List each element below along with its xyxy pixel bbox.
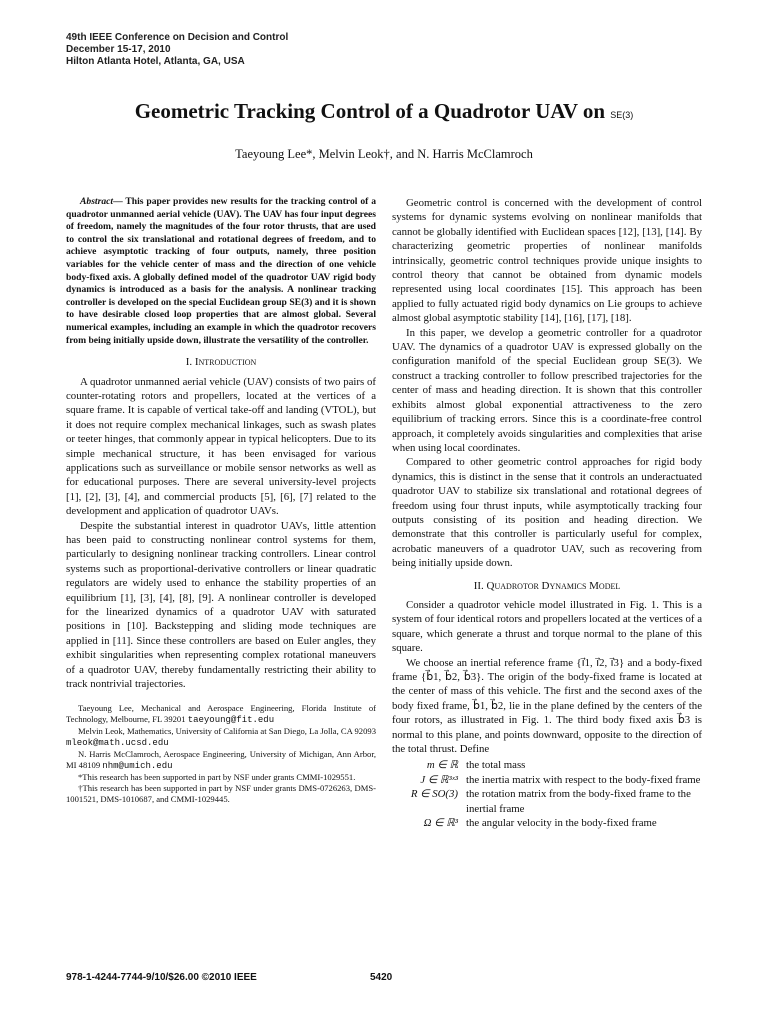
dynamics-paragraph-2: We choose an inertial reference frame {i⃗1, i⃗2, i⃗3} and a body-fixed frame {b⃗1, b⃗2, b⃗3}. The origin of the body-fixed frame is located at the center of mass of this vehicle. The first and the second axes of the body fixed frame, b⃗1, b⃗2, lie in the plane defined by the centers of the four rotors, as illustrated in Fig. 1. The third body fixed axis b⃗3 is normal to this plane, and points downward, opposite to the direction of the total thrust. Define [392, 656, 702, 756]
definition-row [392, 816, 702, 830]
conference-name: 49th IEEE Conference on Decision and Control [66, 32, 289, 43]
conference-header [66, 32, 288, 68]
footnote-author-3-text: N. Harris McClamroch, Aerospace Engineering, University of Michigan, Ann Arbor, MI 48109 [66, 749, 376, 771]
definition-row [392, 758, 702, 772]
email-link-3[interactable]: nhm@umich.edu [102, 761, 173, 772]
definition-text: the angular velocity in the body-fixed frame [466, 817, 657, 830]
footnote-funding-1: *This research has been supported in part by NSF under grants CMMI-1029551. [78, 772, 356, 783]
right-paragraph-3: Compared to other geometric control approaches for rigid body dynamics, this is distinct in the sense that it controls an underactuated quadrotor UAV to stabilize six translational and rotational degrees of freedom using four thrust inputs, while asymptotically tracking four outputs consisting of its position and heading direction. We demonstrate that this controller is particularly useful for complex, acrobatic maneuvers of a quadrotor UAV, such as recovering from being initially upside down. [392, 456, 702, 570]
title-text: Geometric Tracking Control of a Quadrotor UAV on [134, 99, 611, 123]
definition-symbol: R ∈ SO(3) [410, 788, 458, 801]
email-link-2[interactable]: mleok@math.ucsd.edu [66, 738, 169, 749]
footnote-author-1 [66, 703, 376, 726]
right-column [392, 196, 702, 830]
section-heading-introduction: I. Introduction [185, 356, 257, 369]
copyright-line: 978-1-4244-7744-9/10/$26.00 ©2010 IEEE [66, 972, 257, 983]
abstract [66, 196, 376, 347]
page-number: 5420 [370, 972, 393, 983]
author-list: Taeyoung Lee*, Melvin Leok†, and N. Harris McClamroch [235, 147, 533, 161]
footnote-author-3 [66, 749, 376, 772]
right-paragraph-2: In this paper, we develop a geometric controller for a quadrotor UAV. The dynamics of a quadrotor UAV is expressed globally on the configuration manifold of the special Euclidean group SE(3). We construct a tracking controller to follow prescribed trajectories for the center of mass and heading direction. It is shown that this controller exhibits almost global exponential attractiveness to the zero equilibrium of tracking errors. Since this is a coordinate-free control approach, it completely avoids singularities and complexities that arise when using local coordinates. [392, 326, 702, 454]
intro-paragraph-1: A quadrotor unmanned aerial vehicle (UAV) consists of two pairs of counter-rotating rotors and propellers, located at the vertices of a square frame. It is capable of vertical take-off and landing (VTOL), but it does not require complex mechanical linkages, such as swash plates or teeter hinges, that commonly appear in typical helicopters. Due to its simple mechanical structure, it has been envisaged for various applications such as surveillance or mobile sensor networks as well as for educational purposes. There are several university-level projects [1], [2], [3], [4], and commercial products [5], [6], [7] related to the development and application of quadrotor UAVs. [66, 375, 376, 518]
left-column [66, 196, 376, 805]
paper-title [40, 98, 728, 128]
definition-symbol: Ω ∈ ℝ³ [423, 817, 458, 830]
definition-text: the rotation matrix from the body-fixed frame to the inertial frame [466, 788, 691, 815]
footnote-author-2 [66, 726, 376, 749]
conference-dates: December 15-17, 2010 [66, 44, 171, 55]
section-heading-dynamics: II. Quadrotor Dynamics Model [473, 579, 621, 592]
email-link-1[interactable]: taeyoung@fit.edu [187, 715, 275, 726]
dynamics-paragraph-1: Consider a quadrotor vehicle model illustrated in Fig. 1. This is a system of four identical rotors and propellers located at the vertices of a square, which generate a thrust and torque normal to the plane of this square. [392, 598, 702, 655]
footnote-author-2-text: Melvin Leok, Mathematics, University of California at San Diego, La Jolla, CA 92093 [78, 726, 376, 737]
definition-symbol: J ∈ ℝ³ˣ³ [420, 773, 458, 786]
definition-row [392, 787, 702, 816]
footnote-author-1-text: Taeyoung Lee, Mechanical and Aerospace Engineering, Florida Institute of Technology, Melbourne, FL 39201 [66, 703, 376, 725]
definition-list [392, 758, 702, 830]
definition-text: the total mass [466, 759, 526, 772]
abstract-lead: Abstract [80, 196, 114, 207]
title-group: SE(3) [610, 110, 634, 120]
definition-row [392, 773, 702, 787]
abstract-text: — This paper provides new results for the tracking control of a quadrotor unmanned aerial vehicle (UAV). The UAV has four input degrees of freedom, namely the magnitudes of the four rotor thrusts, that are used to control the six translational and rotational degrees of freedom, and to achieve asymptotic tracking of four outputs, namely, three position variables for the vehicle center of mass and the direction of one vehicle body-fixed axis. A globally defined model of the quadrotor UAV rigid body dynamics is introduced as a basis for the analysis. A nonlinear tracking controller is developed on the special Euclidean group SE(3) and it is shown to have desirable closed loop properties that are almost global. Several numerical examples, including an example in which the quadrotor recovers from being initially upside down, illustrate the versatility of the controller. [66, 196, 376, 346]
intro-paragraph-2: Despite the substantial interest in quadrotor UAVs, little attention has been paid to constructing nonlinear control systems for them, particularly to designing nonlinear tracking controllers. Linear control systems such as proportional-derivative controllers or linear quadratic regulators are widely used to enhance the stability properties of an equilibrium [1], [3], [4], [8], [9]. A nonlinear controller is developed for the linearized dynamics of a quadrotor UAV with saturated positions in [10]. Backstepping and sliding mode techniques are applied in [11]. Since these controllers are based on Euler angles, they exhibit singularities when representing complex rotational maneuvers of a quadrotor UAV, thereby fundamentally restricting their ability to track nontrivial trajectories. [66, 519, 376, 691]
right-paragraph-1: Geometric control is concerned with the development of control systems for dynamic systems evolving on nonlinear manifolds that cannot be globally identified with Euclidean spaces [12], [13], [14]. By characterizing geometric properties of nonlinear manifolds intrinsically, geometric control techniques provide unique insights to control theory that cannot be obtained from dynamic models represented using local coordinates [15]. This approach has been applied to fully actuated rigid body dynamics on Lie groups to achieve almost global asymptotic stability [14], [16], [17], [18]. [392, 197, 702, 325]
footnotes [66, 703, 376, 805]
footnote-funding-2: †This research has been supported in part by NSF under grants DMS-0726263, DMS-1001521, DMS-1010687, and CMMI-1029445. [66, 783, 376, 805]
conference-venue: Hilton Atlanta Hotel, Atlanta, GA, USA [66, 56, 245, 67]
definition-text: the inertia matrix with respect to the body-fixed frame [466, 773, 701, 786]
definition-symbol: m ∈ ℝ [426, 759, 458, 772]
